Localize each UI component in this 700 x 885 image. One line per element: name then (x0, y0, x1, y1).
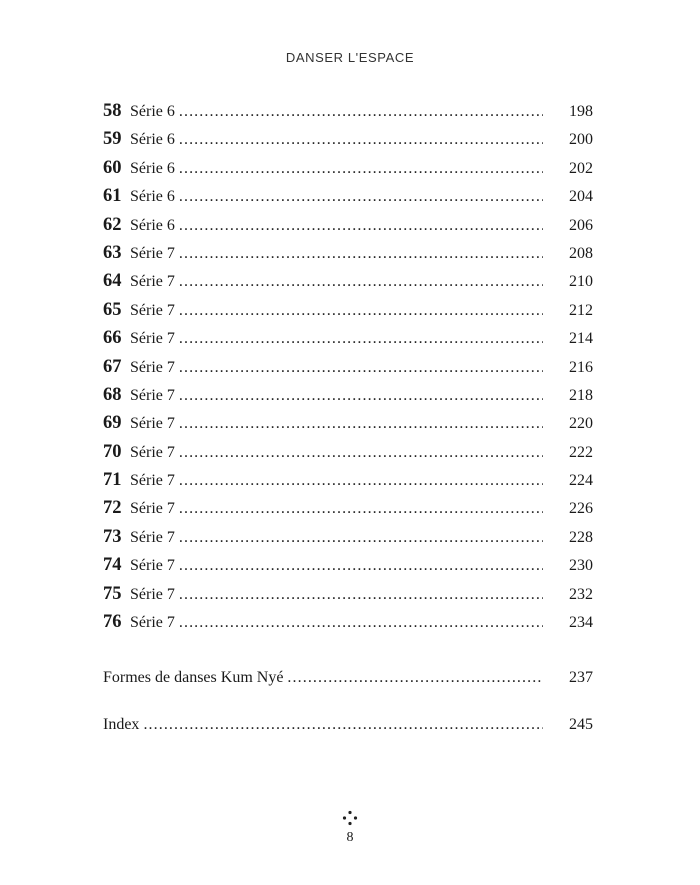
toc-entry[interactable] (103, 296, 593, 324)
toc-entry-page: 234 (569, 614, 593, 632)
toc-entry-page: 237 (569, 669, 593, 687)
dot-leader (179, 552, 543, 580)
toc-entry-title: Série 7 (130, 330, 175, 348)
dot-leader (179, 183, 543, 211)
toc-entry-number: 73 (103, 526, 122, 547)
toc-entry-page: 206 (569, 216, 593, 234)
toc-entry[interactable] (103, 580, 593, 608)
toc-entry-title: Série 7 (130, 358, 175, 376)
toc-entry-title: Série 6 (130, 159, 175, 177)
dot-leader (179, 212, 543, 240)
toc-entry-title: Série 7 (130, 557, 175, 575)
dot-leader (179, 581, 543, 609)
toc-entry-number: 69 (103, 413, 122, 434)
dot-leader (179, 325, 543, 353)
dot-leader (179, 495, 543, 523)
page-number: 8 (346, 830, 354, 845)
dot-leader (179, 524, 543, 552)
running-header: DANSER L'ESPACE (285, 50, 415, 65)
toc-entry-title: Série 7 (130, 500, 175, 518)
dot-leader (179, 98, 543, 126)
toc-entry-page: 208 (569, 244, 593, 262)
toc-entry-title: Formes de danses Kum Nyé (103, 669, 284, 687)
toc-entry-title: Série 7 (130, 386, 175, 404)
toc-entry-number: 58 (103, 101, 122, 121)
toc-entry[interactable] (103, 381, 593, 409)
toc-entry-title: Série 6 (130, 188, 175, 206)
toc-entry-index[interactable] (103, 711, 593, 739)
toc-entry-number: 64 (103, 271, 122, 292)
dot-leader (179, 410, 543, 438)
toc-entry[interactable] (103, 466, 593, 494)
toc-entry[interactable] (103, 154, 593, 182)
toc-entry[interactable] (103, 409, 593, 437)
toc-entry-title: Série 7 (130, 273, 175, 291)
toc-entry-number: 75 (103, 583, 122, 604)
toc-entry[interactable] (103, 211, 593, 239)
toc-entry-title: Série 7 (130, 301, 175, 319)
toc-entry-number: 71 (103, 470, 122, 491)
toc-entry-number: 66 (103, 328, 122, 349)
dot-leader (179, 126, 543, 154)
dot-leader (179, 382, 543, 410)
dot-leader (143, 711, 543, 739)
toc-entry-page: 216 (569, 358, 593, 376)
toc-entry-title: Série 7 (130, 528, 175, 546)
toc-entry-title: Série 7 (130, 443, 175, 461)
toc-entry-page: 220 (569, 415, 593, 433)
toc-entry-number: 63 (103, 242, 122, 263)
toc-entry[interactable] (103, 353, 593, 381)
toc-entry[interactable] (103, 324, 593, 352)
toc-entry-page: 198 (569, 103, 593, 120)
toc-entry-number: 59 (103, 129, 122, 150)
toc-entry[interactable] (103, 551, 593, 579)
dot-leader (179, 467, 543, 495)
toc-entry-title: Série 7 (130, 614, 175, 632)
toc-entry-page: 210 (569, 273, 593, 291)
dot-leader (179, 439, 543, 467)
toc-entry[interactable] (103, 608, 593, 636)
toc-entry[interactable] (103, 97, 593, 125)
toc-entry-number: 74 (103, 555, 122, 576)
toc-entry-number: 62 (103, 214, 122, 235)
table-of-contents (103, 97, 593, 739)
four-dot-ornament-icon (0, 810, 700, 831)
toc-entry-page: 245 (569, 715, 593, 733)
toc-entry-title: Série 7 (130, 585, 175, 603)
toc-entry-title: Série 7 (130, 415, 175, 433)
toc-entry-number: 76 (103, 612, 122, 633)
toc-entry[interactable] (103, 494, 593, 522)
toc-entry[interactable] (103, 239, 593, 267)
toc-entry-title: Série 6 (130, 216, 175, 234)
toc-entry-formes[interactable] (103, 664, 593, 692)
toc-entry-page: 232 (569, 585, 593, 603)
toc-entry-title: Série 6 (130, 131, 175, 149)
toc-entry-title: Série 6 (130, 103, 175, 120)
dot-leader (179, 268, 543, 296)
toc-entries (103, 97, 593, 636)
toc-entry-page: 230 (569, 557, 593, 575)
dot-leader (287, 664, 543, 692)
toc-entry-page: 202 (569, 159, 593, 177)
dot-leader (179, 354, 543, 382)
toc-entry-title: Index (103, 715, 140, 733)
toc-entry-number: 65 (103, 299, 122, 320)
toc-entry[interactable] (103, 125, 593, 153)
toc-entry-page: 218 (569, 386, 593, 404)
toc-entry-title: Série 7 (130, 244, 175, 262)
toc-entry-title: Série 7 (130, 472, 175, 490)
dot-leader (179, 240, 543, 268)
toc-entry[interactable] (103, 523, 593, 551)
dot-leader (179, 609, 543, 637)
toc-entry-page: 226 (569, 500, 593, 518)
toc-entry[interactable] (103, 438, 593, 466)
toc-entry[interactable] (103, 182, 593, 210)
toc-entry[interactable] (103, 267, 593, 295)
toc-entry-number: 70 (103, 441, 122, 462)
toc-entry-number: 61 (103, 186, 122, 207)
toc-entry-number: 60 (103, 157, 122, 178)
toc-entry-page: 228 (569, 528, 593, 546)
toc-entry-page: 212 (569, 301, 593, 319)
toc-entry-number: 67 (103, 356, 122, 377)
toc-entry-page: 222 (569, 443, 593, 461)
toc-entry-page: 200 (569, 131, 593, 149)
toc-entry-page: 224 (569, 472, 593, 490)
dot-leader (179, 155, 543, 183)
dot-leader (179, 297, 543, 325)
toc-entry-page: 204 (569, 188, 593, 206)
toc-entry-number: 68 (103, 384, 122, 405)
toc-entry-number: 72 (103, 498, 122, 519)
toc-entry-page: 214 (569, 330, 593, 348)
